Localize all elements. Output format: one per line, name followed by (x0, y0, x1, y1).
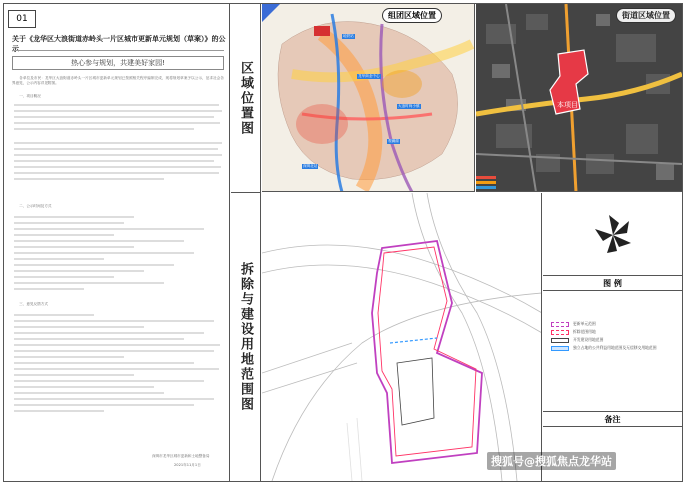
demolition-land-map[interactable] (262, 193, 542, 481)
text-line (14, 142, 222, 144)
legend-body (543, 292, 682, 412)
text-line (14, 258, 104, 260)
legend-label: 更新单元范围 (573, 321, 596, 327)
notice-paragraph: 三、意见反馈方式 (12, 302, 48, 306)
text-line (14, 314, 94, 316)
notice-title: 关于《龙华区大浪街道赤岭头一片区城市更新单元规划（草案）》的公示 (12, 35, 226, 53)
street-tab[interactable]: 街道区域位置 (616, 8, 676, 23)
project-label: 本项目 (557, 101, 578, 109)
text-line (14, 216, 134, 218)
text-line (14, 332, 204, 334)
text-line (14, 128, 194, 130)
regional-tab[interactable]: 组团区域位置 (382, 8, 442, 23)
watermark: 搜狐号@搜狐焦点龙华站 (487, 452, 616, 470)
text-line (14, 252, 194, 254)
map-pin: 大浪时尚小镇 (398, 104, 420, 108)
text-line (14, 410, 104, 412)
text-line (14, 282, 164, 284)
text-line (14, 160, 214, 162)
text-line (14, 380, 204, 382)
text-line (14, 246, 134, 248)
text-line (14, 404, 194, 406)
logo-box (543, 193, 682, 276)
legend-swatch (551, 322, 569, 327)
location-label-text: 区域位置图 (238, 60, 253, 136)
text-line (14, 392, 164, 394)
sheet-number: 01 (8, 10, 36, 28)
legend-swatch (551, 346, 569, 351)
map-pin: 深圳北站 (303, 164, 318, 168)
text-line (14, 320, 214, 322)
legend-item (551, 330, 676, 335)
text-line (14, 166, 221, 168)
issue-date: 2021年11月1日 (174, 463, 201, 467)
title-divider (12, 50, 224, 51)
map-pin: 观澜湖 (388, 139, 399, 143)
text-line (14, 104, 219, 106)
legend-swatch (551, 338, 569, 343)
text-line (14, 398, 214, 400)
text-line (14, 374, 134, 376)
text-line (14, 234, 114, 236)
street-location-map[interactable] (476, 4, 682, 192)
text-line (14, 344, 220, 346)
maps-area (262, 4, 682, 481)
text-line (14, 240, 184, 242)
street-map-graphic (476, 4, 682, 192)
text-line (14, 172, 219, 174)
text-line (14, 154, 222, 156)
notice-paragraph: 二、公示时间及方式 (12, 204, 52, 208)
legend-label: 独立占地的公共利益用地范围及无偿移交用地范围 (573, 345, 657, 351)
legend-column (543, 193, 682, 481)
regional-map-graphic (262, 4, 475, 192)
text-line (14, 350, 214, 352)
map-pin: 龙华商业中心 (358, 74, 380, 78)
legend-label: 拆除范围用地 (573, 329, 596, 335)
text-line (14, 368, 219, 370)
project-marker (314, 26, 330, 36)
text-line (14, 222, 124, 224)
text-line (14, 362, 194, 364)
planning-sheet (3, 3, 683, 482)
regional-location-map[interactable] (262, 4, 475, 192)
issuing-organization: 深圳市龙华区城市更新和土地整备局 (152, 454, 210, 458)
text-line (14, 178, 164, 180)
legend-item (551, 322, 676, 327)
text-line (14, 270, 144, 272)
text-line (14, 276, 114, 278)
legend-swatch (551, 330, 569, 335)
text-line (14, 264, 174, 266)
notice-column (4, 4, 230, 481)
planning-logo (543, 193, 682, 276)
demolition-label-text: 拆除与建设用地范围图 (238, 262, 253, 412)
legend-item (551, 346, 676, 351)
location-section-label (231, 4, 261, 193)
text-line (14, 148, 218, 150)
map-pin: 地铁站 (343, 34, 354, 38)
slogan-banner: 热心参与规划，共建美好家园! (12, 56, 224, 70)
text-line (14, 338, 184, 340)
text-line (14, 110, 222, 112)
text-line (14, 288, 84, 290)
text-line (14, 386, 154, 388)
legend-label: 开发建设用地范围 (573, 337, 604, 343)
notice-paragraph: 各单位及市民：龙华区大浪街道赤岭头一片区城市更新单元规划已按照相关程序编制完成，现将规划草案予以公示，征求社会各界意见，公示内容详见附图。 (12, 76, 224, 86)
land-boundary-graphic (262, 193, 542, 481)
text-line (14, 326, 144, 328)
text-line (14, 122, 220, 124)
legend-title: 图 例 (543, 277, 682, 291)
demolition-section-label (231, 193, 261, 481)
notes-title: 备注 (543, 413, 682, 427)
text-line (14, 116, 214, 118)
legend-item (551, 338, 676, 343)
text-line (14, 228, 204, 230)
notice-paragraph: 一、项目概况 (12, 94, 41, 98)
text-line (14, 356, 124, 358)
